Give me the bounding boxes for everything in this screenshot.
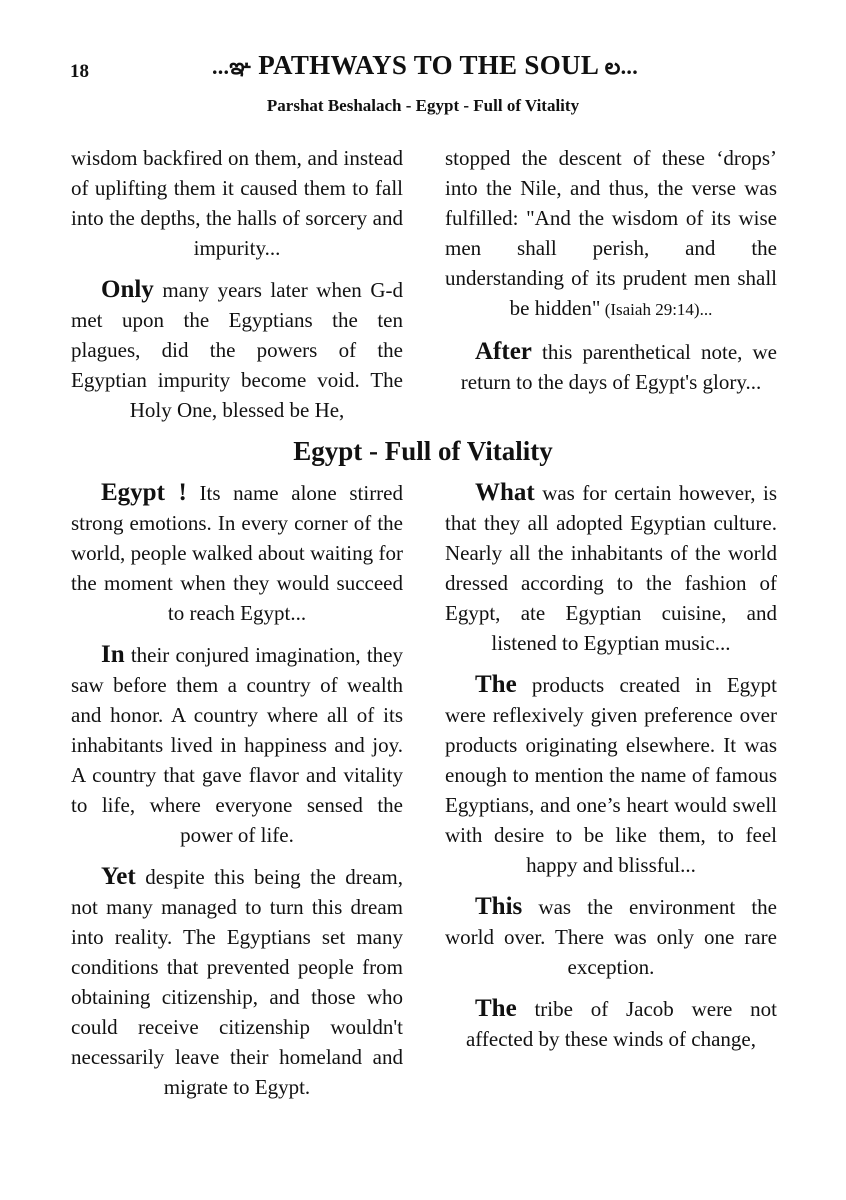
paragraph-text: despite this being the dream, not many managed to turn this dream into reality. The Egyptians set many conditions that prevented people from obtaining citizenship, and those who could receive citizenship wouldn't necessarily leave their homeland and migrate to Egypt.: [71, 865, 403, 1099]
paragraph-text: was for certain however, is that they all adopted Egyptian culture. Nearly all the inhabitants of the world dressed according to the fashion of Egypt, ate Egyptian cuisine, and listened to Egyptian music...: [445, 481, 777, 655]
paragraph: [71, 478, 403, 628]
verse-reference: (Isaiah 29:14)...: [600, 300, 713, 319]
paragraph-text: their conjured imagination, they saw before them a country of wealth and honor. A country where all of its inhabitants lived in happiness and joy. A country that gave flavor and vitality to life, where everyone sensed the power of life.: [71, 643, 403, 847]
paragraph: [71, 143, 403, 263]
lead-word: The: [475, 995, 517, 1022]
lead-word: Only: [101, 276, 154, 303]
paragraph-text: products created in Egypt were reflexively given preference over products originating elsewhere. It was enough to mention the name of famous Egyptians, and one’s heart would swell with desire to be like them, to feel happy and blissful...: [445, 673, 777, 877]
top-left-column: [71, 143, 403, 437]
lead-word: Egypt !: [101, 479, 187, 506]
bottom-right-column: [445, 478, 777, 1066]
page-number: 18: [70, 61, 89, 82]
paragraph: [71, 275, 403, 425]
paragraph-text: was the environment the world over. There was only one rare exception.: [445, 895, 777, 979]
paragraph-text: many years later when G-d met upon the Egyptians the ten plagues, did the powers of the Egyptian impurity become void. The Holy One, blessed be He,: [71, 278, 403, 422]
chapter-subtitle: Parshat Beshalach - Egypt - Full of Vitality: [266, 96, 580, 115]
paragraph: [445, 337, 777, 397]
paragraph: [445, 143, 777, 325]
paragraph: [445, 994, 777, 1054]
paragraph: [71, 640, 403, 850]
ornament-left: ...ఞ: [211, 54, 252, 79]
paragraph-text: wisdom backfired on them, and instead of uplifting them it caused them to fall into the depths, the halls of sorcery and impurity...: [71, 146, 403, 260]
bottom-left-column: [71, 478, 403, 1114]
running-title: [130, 50, 720, 85]
paragraph-text: Its name alone stirred strong emotions. In every corner of the world, people walked about waiting for the moment when they would succeed to reach Egypt...: [71, 481, 404, 625]
lead-word: What: [475, 479, 535, 506]
paragraph: [445, 478, 777, 658]
paragraph-text: tribe of Jacob were not affected by these winds of change,: [465, 997, 777, 1051]
lead-word: Yet: [101, 863, 136, 890]
lead-word: The: [475, 671, 517, 698]
paragraph-text: stopped the descent of these ‘drops’ into the Nile, and thus, the verse was fulfilled: "And the wisdom of its wise men shall perish, and the understanding of its prudent men shall be hidden": [445, 146, 777, 320]
book-title: PATHWAYS TO THE SOUL: [258, 50, 598, 80]
paragraph-text: this parenthetical note, we return to the days of Egypt's glory...: [460, 340, 777, 394]
section-heading: Egypt - Full of Vitality: [293, 436, 553, 466]
lead-word: After: [475, 338, 532, 365]
ornament-right: ల...: [604, 54, 639, 79]
paragraph: [445, 670, 777, 880]
lead-word: In: [101, 641, 125, 668]
lead-word: This: [475, 893, 523, 920]
paragraph: [445, 892, 777, 982]
paragraph: [71, 862, 403, 1102]
top-right-column: [445, 143, 777, 409]
